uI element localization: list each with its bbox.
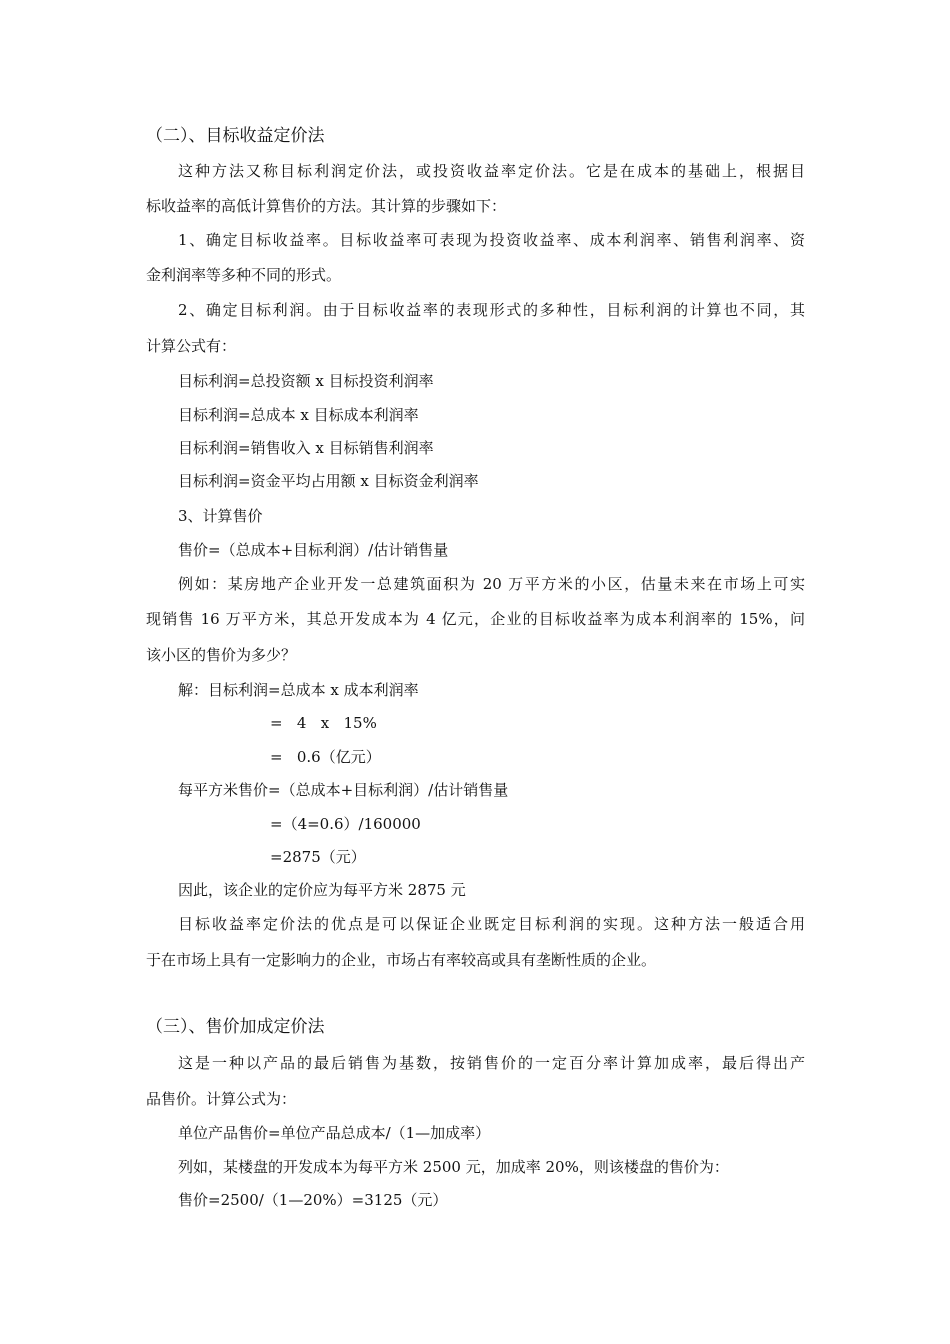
solution-line1: 解：目标利润=总成本 x 成本利润率 <box>178 681 419 699</box>
section2-step2-line2: 计算公式有： <box>146 337 237 355</box>
price-formula: 售价=（总成本+目标利润）/估计销售量 <box>178 541 449 559</box>
section3-intro-line2: 品售价。计算公式为： <box>146 1090 297 1108</box>
section2-step2-line1: 2、确定目标利润。由于目标收益率的表现形式的多种性，目标利润的计算也不同，其 <box>178 301 805 319</box>
example-line2: 现销售 16 万平方米，其总开发成本为 4 亿元，企业的目标收益率为成本利润率的 15%，问 <box>146 610 805 628</box>
section2-step1-line1: 1、确定目标收益率。目标收益率可表现为投资收益率、成本利润率、销售利润率、资 <box>178 231 805 249</box>
unit-price-line1: 每平方米售价=（总成本+目标利润）/估计销售量 <box>178 781 509 799</box>
solution-line2: = 4 x 15% <box>270 714 377 732</box>
solution-line3: = 0.6（亿元） <box>270 748 381 766</box>
summary-line1: 目标收益率定价法的优点是可以保证企业既定目标利润的实现。这种方法一般适合用 <box>178 915 805 933</box>
conclusion: 因此，该企业的定价应为每平方米 2875 元 <box>178 881 466 899</box>
step3-label: 3、计算售价 <box>178 507 263 525</box>
markup-formula: 单位产品售价=单位产品总成本/（1—加成率） <box>178 1124 491 1142</box>
summary-line2: 于在市场上具有一定影响力的企业，市场占有率较高或具有垄断性质的企业。 <box>146 951 657 969</box>
formula-capital: 目标利润=资金平均占用额 x 目标资金利润率 <box>178 472 479 490</box>
markup-example: 列如，某楼盘的开发成本为每平方米 2500 元，加成率 20%，则该楼盘的售价为： <box>178 1158 729 1176</box>
section2-step1-line2: 金利润率等多种不同的形式。 <box>146 266 342 284</box>
unit-price-line2: =（4=0.6）/160000 <box>270 815 421 833</box>
section3-heading: （三）、售价加成定价法 <box>146 1017 325 1037</box>
formula-sales: 目标利润=销售收入 x 目标销售利润率 <box>178 439 434 457</box>
formula-investment: 目标利润=总投资额 x 目标投资利润率 <box>178 372 434 390</box>
markup-result: 售价=2500/（1—20%）=3125（元） <box>178 1191 448 1209</box>
example-line1: 例如：某房地产企业开发一总建筑面积为 20 万平方米的小区，估量未来在市场上可实 <box>178 575 805 593</box>
formula-cost: 目标利润=总成本 x 目标成本利润率 <box>178 406 419 424</box>
example-line3: 该小区的售价为多少？ <box>146 646 297 664</box>
section2-heading: （二）、目标收益定价法 <box>146 126 325 146</box>
section2-intro-line2: 标收益率的高低计算售价的方法。其计算的步骤如下： <box>146 197 507 215</box>
section2-intro-line1: 这种方法又称目标利润定价法，或投资收益率定价法。它是在成本的基础上，根据目 <box>178 162 805 180</box>
section3-intro-line1: 这是一种以产品的最后销售为基数，按销售价的一定百分率计算加成率，最后得出产 <box>178 1054 805 1072</box>
unit-price-line3: =2875（元） <box>270 848 366 866</box>
